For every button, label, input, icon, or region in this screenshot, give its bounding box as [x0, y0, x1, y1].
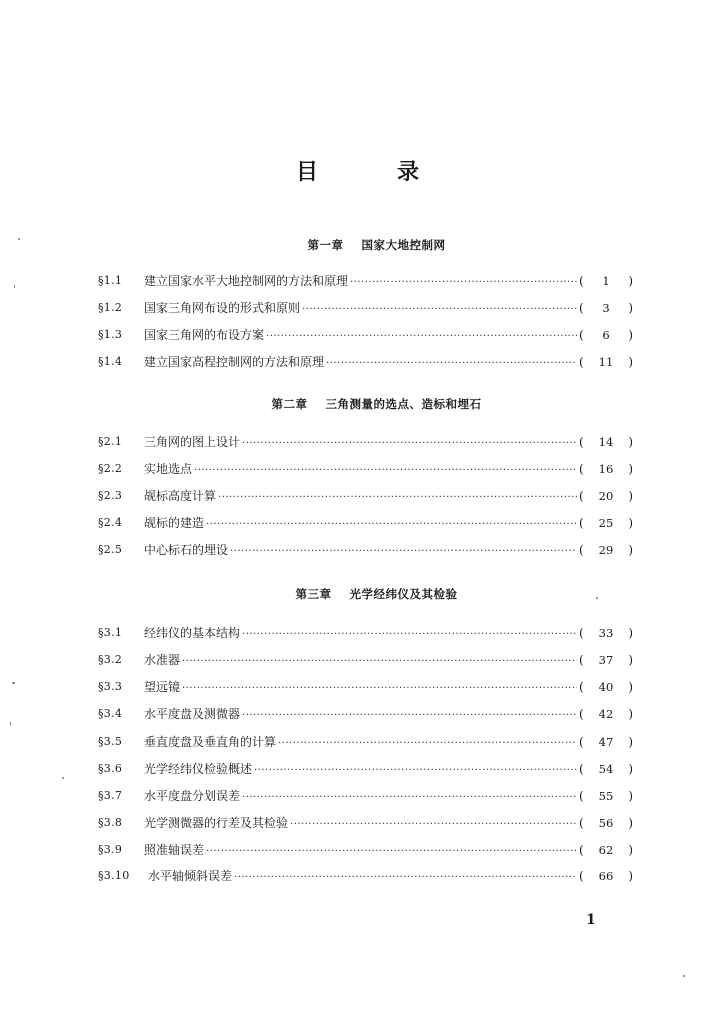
section-number: §3.6: [98, 762, 123, 775]
toc-entry[interactable]: [98, 514, 633, 532]
section-title: 垂直度盘及垂直角的计算: [144, 735, 277, 749]
page-ref: ( 42 ): [579, 707, 633, 721]
leader-dots: [278, 735, 577, 753]
page-ref-number: 42: [598, 707, 614, 721]
leader-dots: [350, 274, 577, 292]
section-title: 望远镜: [144, 680, 181, 694]
section-title: 水准器: [144, 653, 181, 667]
leader-dots: [182, 653, 577, 671]
page-ref-number: 29: [598, 543, 614, 557]
page-ref-number: 55: [598, 789, 614, 803]
section-title: 照准轴误差: [144, 843, 205, 857]
page-ref-number: 16: [598, 462, 614, 476]
leader-dots: [302, 301, 577, 319]
leader-dots: [326, 355, 577, 373]
toc-entry[interactable]: [98, 651, 633, 669]
section-title: 觇标的建造: [144, 516, 205, 530]
section-number: §2.4: [98, 516, 123, 529]
page-ref: ( 62 ): [579, 843, 633, 857]
title-char-1: 目: [296, 160, 319, 185]
leader-dots: [194, 462, 577, 480]
chapter-heading-2: [0, 396, 713, 412]
leader-dots: [206, 516, 577, 534]
scan-speck: [683, 975, 685, 977]
toc-entry[interactable]: [98, 272, 633, 290]
page-title: [0, 155, 713, 189]
page-ref: ( 66 ): [579, 869, 633, 883]
section-title: 光学测微器的行差及其检验: [144, 816, 289, 830]
section-title: 中心标石的埋设: [144, 543, 229, 557]
section-number: §3.10: [98, 869, 130, 882]
page-ref-number: 40: [598, 680, 614, 694]
section-title: 经纬仪的基本结构: [144, 626, 241, 640]
toc-entry[interactable]: [98, 733, 633, 751]
toc-entry[interactable]: [98, 326, 633, 344]
toc-entry[interactable]: [98, 541, 633, 559]
page-ref-number: 62: [598, 843, 614, 857]
page-ref: ( 6 ): [579, 328, 633, 342]
toc-entry[interactable]: [98, 705, 633, 723]
title-char-2: 录: [397, 160, 420, 185]
section-title: 水平轴倾斜误差: [148, 869, 233, 883]
section-number: §3.5: [98, 735, 123, 748]
chapter-number: 第一章: [307, 238, 344, 252]
toc-entry[interactable]: [98, 433, 633, 451]
section-number: §1.2: [98, 301, 123, 314]
page-ref-number: 25: [598, 516, 614, 530]
leader-dots: [242, 626, 577, 644]
toc-entry[interactable]: [98, 299, 633, 317]
leader-dots: [230, 543, 577, 561]
section-title: 国家三角网布设的形式和原则: [144, 301, 301, 315]
chapter-heading-1: [0, 237, 713, 253]
page-ref: ( 20 ): [579, 489, 633, 503]
section-number: §2.3: [98, 489, 123, 502]
page-ref-number: 20: [598, 489, 614, 503]
leader-dots: [206, 843, 577, 861]
chapter-number: 第二章: [271, 397, 308, 411]
toc-entry[interactable]: [98, 814, 633, 832]
page-ref-number: 1: [602, 274, 610, 288]
section-number: §3.2: [98, 653, 123, 666]
toc-entry[interactable]: [98, 787, 633, 805]
section-number: §3.7: [98, 789, 123, 802]
toc-entry[interactable]: [98, 867, 633, 885]
section-number: §1.1: [98, 274, 123, 287]
page-ref-number: 6: [602, 328, 610, 342]
page-ref: ( 37 ): [579, 653, 633, 667]
scan-speck: [12, 682, 15, 684]
leader-dots: [266, 328, 577, 346]
page-ref: ( 54 ): [579, 762, 633, 776]
page-ref: ( 3 ): [579, 301, 633, 315]
section-title: 光学经纬仪检验概述: [144, 762, 253, 776]
scan-speck: [596, 597, 598, 599]
section-title: 水平度盘分划误差: [144, 789, 241, 803]
section-number: §2.5: [98, 543, 123, 556]
section-title: 国家三角网的布设方案: [144, 328, 265, 342]
page-number: 1: [586, 912, 596, 928]
page-ref-number: 14: [598, 435, 614, 449]
page-ref-number: 33: [598, 626, 614, 640]
toc-entry[interactable]: [98, 487, 633, 505]
chapter-title: 光学经纬仪及其检验: [349, 587, 458, 601]
page-ref-number: 56: [598, 816, 614, 830]
scan-speck: [14, 285, 15, 288]
page-ref: ( 29 ): [579, 543, 633, 557]
section-number: §2.1: [98, 435, 123, 448]
toc-entry[interactable]: [98, 460, 633, 478]
page-ref-number: 3: [602, 301, 610, 315]
leader-dots: [254, 762, 577, 780]
section-title: 水平度盘及测微器: [144, 707, 241, 721]
toc-entry[interactable]: [98, 353, 633, 371]
page-ref-number: 47: [598, 735, 614, 749]
page-ref-number: 11: [598, 355, 614, 369]
page-ref-number: 66: [598, 869, 614, 883]
section-number: §3.3: [98, 680, 123, 693]
page-ref-number: 37: [598, 653, 614, 667]
page-ref: ( 14 ): [579, 435, 633, 449]
section-title: 三角网的图上设计: [144, 435, 241, 449]
section-title: 建立国家高程控制网的方法和原理: [144, 355, 325, 369]
leader-dots: [242, 707, 577, 725]
leader-dots: [242, 789, 577, 807]
section-number: §2.2: [98, 462, 123, 475]
page-ref: ( 33 ): [579, 626, 633, 640]
section-number: §3.4: [98, 707, 123, 720]
leader-dots: [290, 816, 577, 834]
page-ref: ( 1 ): [579, 274, 633, 288]
page-ref: ( 16 ): [579, 462, 633, 476]
scan-speck: [18, 238, 20, 240]
section-title: 建立国家水平大地控制网的方法和原理: [144, 274, 349, 288]
page-ref: ( 11 ): [579, 355, 633, 369]
toc-entry[interactable]: [98, 760, 633, 778]
toc-entry[interactable]: [98, 841, 633, 859]
chapter-title: 国家大地控制网: [361, 238, 446, 252]
toc-entry[interactable]: [98, 624, 633, 642]
scan-speck: [10, 722, 11, 725]
leader-dots: [218, 489, 577, 507]
leader-dots: [182, 680, 577, 698]
section-title: 实地选点: [144, 462, 193, 476]
section-number: §1.3: [98, 328, 123, 341]
leader-dots: [234, 869, 577, 887]
section-number: §3.9: [98, 843, 123, 856]
section-number: §3.1: [98, 626, 123, 639]
page-ref: ( 25 ): [579, 516, 633, 530]
section-title: 觇标高度计算: [144, 489, 217, 503]
section-number: §1.4: [98, 355, 123, 368]
scan-speck: [62, 777, 64, 779]
chapter-title: 三角测量的选点、造标和埋石: [325, 397, 482, 411]
page-ref: ( 40 ): [579, 680, 633, 694]
chapter-heading-3: [0, 586, 713, 602]
toc-entry[interactable]: [98, 678, 633, 696]
page-ref: ( 55 ): [579, 789, 633, 803]
chapter-number: 第三章: [295, 587, 332, 601]
page-ref: ( 47 ): [579, 735, 633, 749]
page-ref: ( 56 ): [579, 816, 633, 830]
page-ref-number: 54: [598, 762, 614, 776]
leader-dots: [242, 435, 577, 453]
section-number: §3.8: [98, 816, 123, 829]
